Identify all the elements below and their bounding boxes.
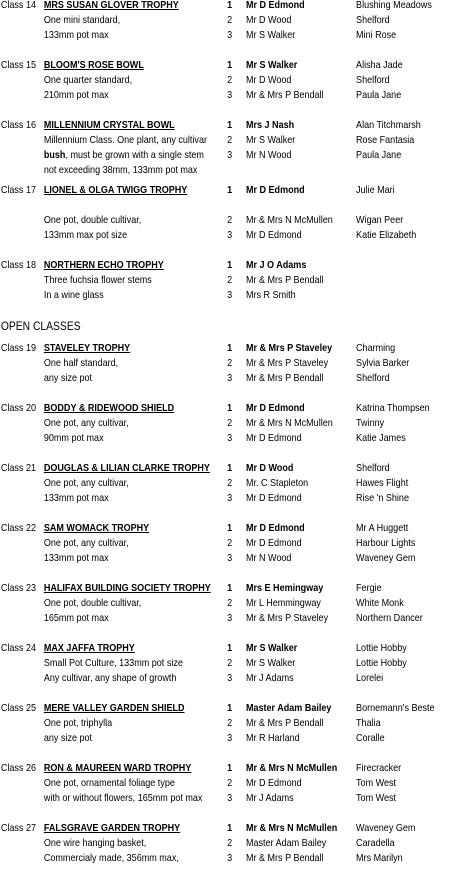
exhibitor-name: Mr & Mrs P Bendall: [245, 372, 324, 384]
class-description: In a wine glass: [43, 289, 104, 301]
class-number: Class 25: [0, 702, 36, 714]
result-row: [0, 776, 449, 791]
exhibitor-name: Mr J O Adams: [245, 259, 307, 271]
exhibitor-name: Mr D Edmond: [245, 432, 302, 444]
class-description: any size pot: [43, 732, 93, 744]
cultivar-name: Fergie: [356, 582, 382, 594]
exhibitor-name: Mr & Mrs N McMullen: [245, 417, 333, 429]
placing: 2: [227, 477, 233, 489]
placing: 1: [227, 642, 233, 654]
exhibitor-name: Mr D Edmond: [245, 777, 302, 789]
cultivar-name: Coralle: [356, 732, 385, 744]
cultivar-name: Charming: [356, 342, 396, 354]
class-entry: [0, 401, 449, 446]
result-row: [0, 148, 449, 163]
placing: 1: [227, 342, 233, 354]
class-description: 133mm pot max: [43, 492, 109, 504]
cultivar-name: Twinny: [356, 417, 385, 429]
class-description: One pot, double cultivar,: [43, 597, 142, 609]
exhibitor-name: Mr N Wood: [245, 552, 292, 564]
cultivar-name: Wigan Peer: [356, 214, 404, 226]
placing: 2: [227, 657, 233, 669]
class-description: One quarter standard,: [43, 74, 133, 86]
placing: 3: [227, 852, 233, 864]
placing: 1: [227, 119, 233, 131]
exhibitor-name: Mr D Edmond: [245, 0, 305, 11]
trophy-name: HALIFAX BUILDING SOCIETY TROPHY: [43, 582, 211, 594]
class-description: with or without flowers, 165mm pot max: [43, 792, 203, 804]
class-entry: [0, 258, 449, 303]
class-number: Class 15: [0, 59, 36, 71]
class-description: not exceeding 38mm, 133mm pot max: [43, 164, 198, 176]
class-number: Class 21: [0, 462, 36, 474]
class-entry: [0, 183, 449, 243]
placing: 2: [227, 537, 233, 549]
result-row: [0, 851, 449, 866]
class-entry: [0, 521, 449, 566]
placing: 3: [227, 149, 233, 161]
cultivar-name: Paula Jane: [356, 89, 402, 101]
cultivar-name: Tom West: [356, 792, 397, 804]
result-row: [0, 611, 449, 626]
placing: 1: [227, 522, 233, 534]
cultivar-name: Hawes Flight: [356, 477, 409, 489]
class-description: 133mm pot max: [43, 29, 109, 41]
result-row: [0, 641, 449, 656]
placing: 1: [227, 59, 233, 71]
result-row: [0, 88, 449, 103]
placing: 2: [227, 14, 233, 26]
placing: 1: [227, 0, 233, 11]
class-description: Commercialy made, 356mm max,: [43, 852, 179, 864]
class-description: Three fuchsia flower stems: [43, 274, 152, 286]
class-number: Class 14: [0, 0, 36, 11]
class-description: Any cultivar, any shape of growth: [43, 672, 177, 684]
placing: 3: [227, 372, 233, 384]
exhibitor-name: Mr R Harland: [245, 732, 300, 744]
class-number: Class 16: [0, 119, 36, 131]
class-number: Class 19: [0, 342, 36, 354]
class-number: Class 27: [0, 822, 36, 834]
cultivar-name: Katrina Thompsen: [356, 402, 430, 414]
cultivar-name: Northern Dancer: [356, 612, 423, 624]
placing: 3: [227, 29, 233, 41]
class-entry: [0, 581, 449, 626]
result-row: [0, 536, 449, 551]
cultivar-name: Alisha Jade: [356, 59, 403, 71]
class-entry: [0, 118, 449, 178]
result-row: [0, 461, 449, 476]
class-description: 210mm pot max: [43, 89, 109, 101]
class-entry: [0, 341, 449, 386]
trophy-name: STAVELEY TROPHY: [43, 342, 131, 354]
placing: 2: [227, 417, 233, 429]
class-entry: [0, 0, 449, 43]
placing: 2: [227, 777, 233, 789]
result-row: [0, 716, 449, 731]
placing: 2: [227, 597, 233, 609]
result-row: [0, 273, 449, 288]
trophy-name: MERE VALLEY GARDEN SHIELD: [43, 702, 185, 714]
result-row: [0, 701, 449, 716]
cultivar-name: Sylvia Barker: [356, 357, 410, 369]
result-row: [0, 416, 449, 431]
class-entry: [0, 821, 449, 866]
exhibitor-name: Mr & Mrs P Bendall: [245, 274, 324, 286]
result-row: [0, 198, 449, 213]
trophy-name: DOUGLAS & LILIAN CLARKE TROPHY: [43, 462, 210, 474]
exhibitor-name: Mr D Edmond: [245, 184, 305, 196]
cultivar-name: Mini Rose: [356, 29, 397, 41]
result-row: [0, 13, 449, 28]
class-entry: [0, 761, 449, 806]
exhibitor-name: Mr J Adams: [245, 672, 294, 684]
class-description: One pot, any cultivar,: [43, 537, 129, 549]
cultivar-name: Firecracker: [356, 762, 402, 774]
exhibitor-name: Mr S Walker: [245, 59, 298, 71]
exhibitor-name: Mr & Mrs P Bendall: [245, 852, 324, 864]
result-row: [0, 521, 449, 536]
exhibitor-name: Master Adam Bailey: [245, 837, 327, 849]
cultivar-name: Tom West: [356, 777, 397, 789]
exhibitor-name: Mr D Edmond: [245, 229, 302, 241]
result-row: [0, 213, 449, 228]
exhibitor-name: Mr S Walker: [245, 29, 296, 41]
result-row: [0, 228, 449, 243]
trophy-name: RON & MAUREEN WARD TROPHY: [43, 762, 192, 774]
class-description: 165mm pot max: [43, 612, 109, 624]
trophy-name: SAM WOMACK TROPHY: [43, 522, 150, 534]
result-row: [0, 476, 449, 491]
placing: 1: [227, 462, 233, 474]
result-row: [0, 58, 449, 73]
cultivar-name: Mr A Huggett: [356, 522, 409, 534]
cultivar-name: Lorelei: [356, 672, 384, 684]
trophy-name: LIONEL & OLGA TWIGG TROPHY: [43, 184, 188, 196]
exhibitor-name: Mr & Mrs N McMullen: [245, 762, 338, 774]
trophy-name: MAX JAFFA TROPHY: [43, 642, 135, 654]
cultivar-name: Shelford: [356, 372, 390, 384]
exhibitor-name: Mr L Hemmingway: [245, 597, 321, 609]
trophy-name: FALSGRAVE GARDEN TROPHY: [43, 822, 181, 834]
exhibitor-name: Mr D Edmond: [245, 492, 302, 504]
result-row: [0, 73, 449, 88]
cultivar-name: Harbour Lights: [356, 537, 416, 549]
class-number: Class 24: [0, 642, 36, 654]
exhibitor-name: Mr D Wood: [245, 462, 294, 474]
class-description: 133mm max pot size: [43, 229, 128, 241]
cultivar-name: Julie Mari: [356, 184, 395, 196]
exhibitor-name: Mrs R Smith: [245, 289, 296, 301]
class-description: 90mm pot max: [43, 432, 104, 444]
exhibitor-name: Mr D Wood: [245, 14, 292, 26]
class-description: One pot, any cultivar,: [43, 477, 129, 489]
class-number: Class 18: [0, 259, 36, 271]
result-row: [0, 341, 449, 356]
placing: 2: [227, 837, 233, 849]
class-entry: [0, 641, 449, 686]
cultivar-name: Rise 'n Shine: [356, 492, 409, 504]
class-description: One pot, ornamental foliage type: [43, 777, 175, 789]
exhibitor-name: Mr & Mrs N McMullen: [245, 214, 333, 226]
exhibitor-name: Mr & Mrs P Staveley: [245, 612, 329, 624]
result-row: [0, 581, 449, 596]
class-description: One wire hanging basket,: [43, 837, 147, 849]
result-row: [0, 836, 449, 851]
exhibitor-name: Mr & Mrs P Bendall: [245, 717, 324, 729]
result-row: [0, 28, 449, 43]
exhibitor-name: Mr & Mrs P Staveley: [245, 357, 329, 369]
trophy-name: MRS SUSAN GLOVER TROPHY: [43, 0, 179, 11]
placing: 2: [227, 74, 233, 86]
cultivar-name: Caradella: [356, 837, 395, 849]
trophy-name: MILLENNIUM CRYSTAL BOWL: [43, 119, 175, 131]
open-classes-heading: OPEN CLASSES: [0, 319, 81, 333]
exhibitor-name: Mr & Mrs N McMullen: [245, 822, 338, 834]
class-number: Class 17: [0, 184, 36, 196]
exhibitor-name: Mr S Walker: [245, 642, 298, 654]
cultivar-name: Bornemann's Beste: [356, 702, 435, 714]
result-row: [0, 401, 449, 416]
class-description: any size pot: [43, 372, 93, 384]
cultivar-name: Lottie Hobby: [356, 642, 407, 654]
placing: 3: [227, 229, 233, 241]
placing: 2: [227, 717, 233, 729]
result-row: [0, 821, 449, 836]
cultivar-name: Shelford: [356, 462, 390, 474]
cultivar-name: Shelford: [356, 74, 390, 86]
result-row: [0, 671, 449, 686]
class-number: Class 20: [0, 402, 36, 414]
class-number: Class 23: [0, 582, 36, 594]
result-row: [0, 551, 449, 566]
cultivar-name: Blushing Meadows: [356, 0, 432, 11]
exhibitor-name: Mr D Wood: [245, 74, 292, 86]
class-description: 133mm pot max: [43, 552, 109, 564]
result-row: [0, 0, 449, 13]
placing: 2: [227, 357, 233, 369]
class-description: One pot, any cultivar,: [43, 417, 129, 429]
result-row: [0, 791, 449, 806]
class-entry: [0, 58, 449, 103]
trophy-name: BODDY & RIDEWOOD SHIELD: [43, 402, 175, 414]
result-row: [0, 118, 449, 133]
description-emphasis: bush: [43, 149, 66, 161]
placing: 2: [227, 274, 233, 286]
class-description: One mini standard,: [43, 14, 121, 26]
exhibitor-name: Mrs J Nash: [245, 119, 295, 131]
placing: 3: [227, 432, 233, 444]
placing: 3: [227, 552, 233, 564]
placing: 3: [227, 289, 233, 301]
cultivar-name: Paula Jane: [356, 149, 402, 161]
cultivar-name: Katie Elizabeth: [356, 229, 417, 241]
result-row: [0, 656, 449, 671]
result-row: [0, 258, 449, 273]
result-row: [0, 431, 449, 446]
exhibitor-name: Mr D Edmond: [245, 402, 305, 414]
placing: 1: [227, 582, 233, 594]
description-text: , must be grown with a single stem: [65, 149, 204, 161]
result-row: [0, 491, 449, 506]
result-row: [0, 183, 449, 198]
placing: 3: [227, 492, 233, 504]
class-description: One pot, triphylla: [43, 717, 113, 729]
placing: 1: [227, 762, 233, 774]
exhibitor-name: Mr & Mrs P Bendall: [245, 89, 324, 101]
cultivar-name: White Monk: [356, 597, 404, 609]
class-number: Class 26: [0, 762, 36, 774]
result-row: [0, 356, 449, 371]
exhibitor-name: Mr S Walker: [245, 134, 296, 146]
class-number: Class 22: [0, 522, 36, 534]
exhibitor-name: Master Adam Bailey: [245, 702, 332, 714]
cultivar-name: Mrs Marilyn: [356, 852, 403, 864]
placing: 2: [227, 134, 233, 146]
cultivar-name: Alan Titchmarsh: [356, 119, 421, 131]
exhibitor-name: Mr S Walker: [245, 657, 296, 669]
cultivar-name: Thalia: [356, 717, 381, 729]
exhibitor-name: Mr J Adams: [245, 792, 294, 804]
result-row: [0, 596, 449, 611]
result-row: [0, 731, 449, 746]
trophy-name: NORTHERN ECHO TROPHY: [43, 259, 164, 271]
class-description: [44, 148, 204, 163]
exhibitor-name: Mr N Wood: [245, 149, 292, 161]
placing: 2: [227, 214, 233, 226]
exhibitor-name: Mr D Edmond: [245, 522, 305, 534]
class-description: One pot, double cultivar,: [43, 214, 142, 226]
placing: 1: [227, 702, 233, 714]
placing: 3: [227, 792, 233, 804]
cultivar-name: Lottie Hobby: [356, 657, 407, 669]
class-description: Small Pot Culture, 133mm pot size: [43, 657, 183, 669]
result-row: [0, 371, 449, 386]
exhibitor-name: Mr D Edmond: [245, 537, 302, 549]
cultivar-name: Katie James: [356, 432, 406, 444]
cultivar-name: Rose Fantasia: [356, 134, 415, 146]
class-entry: [0, 461, 449, 506]
cultivar-name: Shelford: [356, 14, 390, 26]
placing: 3: [227, 612, 233, 624]
placing: 3: [227, 732, 233, 744]
placing: 1: [227, 184, 233, 196]
exhibitor-name: Mr & Mrs P Staveley: [245, 342, 333, 354]
result-row: [0, 761, 449, 776]
result-row: [0, 288, 449, 303]
exhibitor-name: Mr. C Stapleton: [245, 477, 309, 489]
placing: 1: [227, 402, 233, 414]
exhibitor-name: Mrs E Hemingway: [245, 582, 324, 594]
placing: 1: [227, 822, 233, 834]
result-row: [0, 133, 449, 148]
placing: 1: [227, 259, 233, 271]
placing: 3: [227, 89, 233, 101]
class-entry: [0, 701, 449, 746]
class-description: Millennium Class. One plant, any cultivar: [43, 134, 207, 146]
trophy-name: BLOOM'S ROSE BOWL: [43, 59, 144, 71]
placing: 3: [227, 672, 233, 684]
class-description: One half standard,: [43, 357, 119, 369]
result-row: [0, 163, 449, 178]
cultivar-name: Waveney Gem: [356, 822, 416, 834]
cultivar-name: Waveney Gem: [356, 552, 416, 564]
